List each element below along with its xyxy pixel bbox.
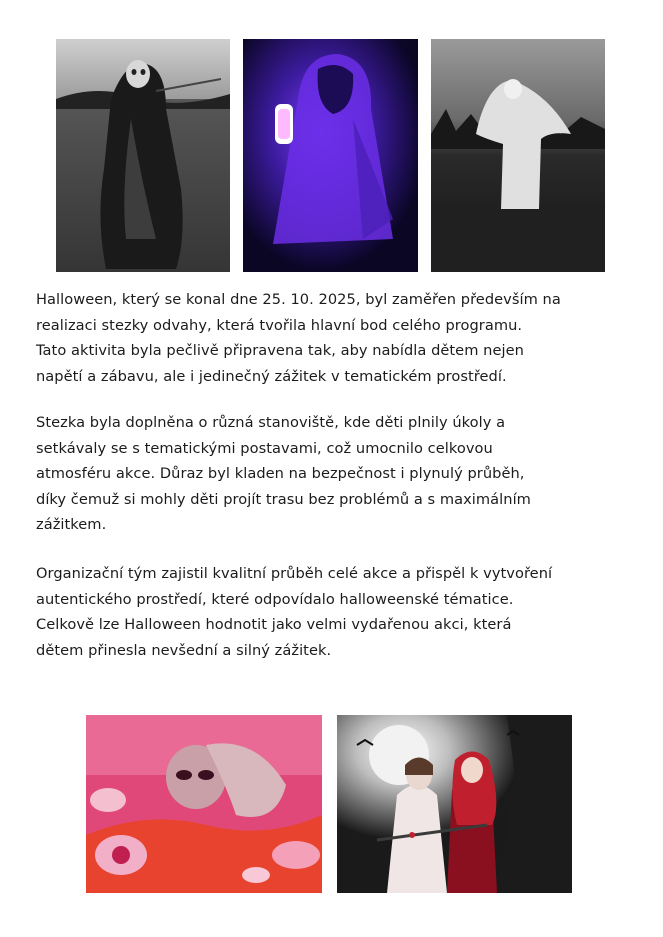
text-line: Celkově lze Halloween hodnotit jako velmi vydařenou akci, která — [36, 616, 512, 634]
text-line: Organizační tým zajistil kvalitní průběh celé akce a přispěl k vytvoření — [36, 565, 553, 582]
photo-masked-figure-field — [56, 39, 230, 272]
text-line: Stezka byla doplněna o různá stanoviště, kde děti plnily úkoly a — [36, 414, 506, 431]
text-line: autentického prostředí, které odpovídalo halloweenské tématice. — [36, 590, 514, 608]
text-line: setkávaly se s tematickými postavami, což umocnilo celkovou — [36, 439, 493, 457]
text-line: Tato aktivita byla pečlivě připravena tak, aby nabídla dětem nejen — [36, 342, 524, 360]
paragraph-stations — [36, 410, 636, 538]
text-line: Halloween, který se konal dne 25. 10. 2025, byl zaměřen především na — [36, 291, 561, 308]
text-line: zážitkem. — [36, 516, 107, 534]
text-line: napětí a zábavu, ale i jedinečný zážitek v tematickém prostředí. — [36, 367, 507, 385]
text-line: díky čemuž si mohly děti projít trasu bez problémů a s maximálním — [36, 490, 531, 508]
photo-two-costumed-girls — [337, 715, 572, 893]
photo-glowing-ghost — [243, 39, 418, 272]
text-line: dětem přinesla nevšední a silný zážitek. — [36, 641, 332, 659]
paragraph-conclusion — [36, 561, 636, 663]
photo-red-masked-table — [86, 715, 322, 893]
text-line: atmosféru akce. Důraz byl kladen na bezpečnost i plynulý průběh, — [36, 465, 525, 483]
paragraph-intro — [36, 287, 636, 389]
text-line: realizaci stezky odvahy, která tvořila hlavní bod celého programu. — [36, 316, 523, 334]
photo-white-ghost-field — [431, 39, 605, 272]
